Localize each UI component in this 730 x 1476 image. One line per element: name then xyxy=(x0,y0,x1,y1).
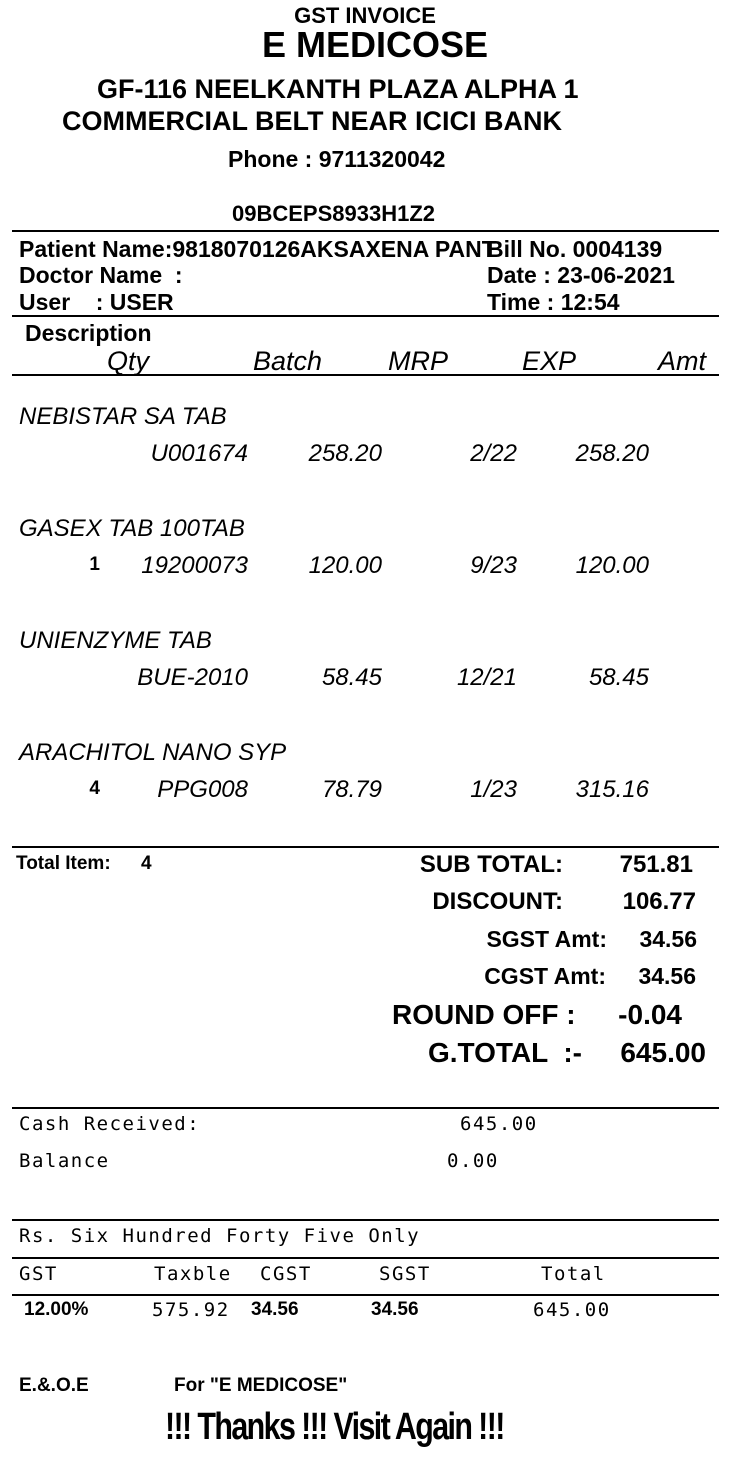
item-name: UNIENZYME TAB xyxy=(19,627,212,654)
item-batch: PPG008 xyxy=(157,776,248,803)
item-mrp: 120.00 xyxy=(308,552,382,579)
discount-value: 106.77 xyxy=(622,888,696,915)
column-qty: Qty xyxy=(107,346,150,376)
divider xyxy=(12,846,719,848)
round-off-value: -0.04 xyxy=(618,999,682,1030)
divider xyxy=(12,1107,719,1109)
divider xyxy=(12,1219,719,1221)
total-item-label: Total Item: xyxy=(16,853,111,874)
item-name: GASEX TAB 100TAB xyxy=(19,515,245,542)
cash-received-value: 645.00 xyxy=(460,1113,538,1135)
item-batch: 19200073 xyxy=(141,552,248,579)
gst-total-value: 645.00 xyxy=(533,1299,611,1321)
item-exp: 9/23 xyxy=(470,552,517,579)
item-name: NEBISTAR SA TAB xyxy=(19,403,227,430)
amount-in-words: Rs. Six Hundred Forty Five Only xyxy=(19,1225,421,1247)
item-amount: 58.45 xyxy=(588,664,649,691)
sgst-value: 34.56 xyxy=(639,926,697,952)
item-amount: 315.16 xyxy=(575,776,649,803)
gst-header-total: Total xyxy=(541,1263,606,1285)
shop-name: E MEDICOSE xyxy=(261,24,489,65)
balance-label: Balance xyxy=(19,1150,110,1172)
gst-header-cgst: CGST xyxy=(260,1263,312,1285)
divider xyxy=(12,1257,719,1259)
item-mrp: 58.45 xyxy=(321,664,382,691)
column-amt: Amt xyxy=(658,346,707,376)
thanks-message: !!! Thanks !!! Visit Again !!! xyxy=(165,1406,504,1448)
column-exp: EXP xyxy=(522,346,577,376)
gst-cgst-value: 34.56 xyxy=(251,1299,299,1320)
round-off-label: ROUND OFF : xyxy=(392,999,576,1030)
item-exp: 2/22 xyxy=(470,440,517,467)
item-qty: 1 xyxy=(89,554,100,575)
divider xyxy=(12,1294,719,1296)
total-item-value: 4 xyxy=(141,853,152,874)
address-line-2: COMMERCIAL BELT NEAR ICICI BANK xyxy=(62,106,562,136)
shop-phone: Phone : 9711320042 xyxy=(228,146,446,172)
column-description: Description xyxy=(25,320,152,346)
grand-total-value: 645.00 xyxy=(620,1037,706,1068)
discount-label: DISCOUNT: xyxy=(432,888,563,915)
shop-gstin: 09BCEPS8933H1Z2 xyxy=(232,201,436,226)
item-mrp: 258.20 xyxy=(308,440,382,467)
column-batch: Batch xyxy=(253,346,323,376)
for-shop: For "E MEDICOSE" xyxy=(174,1375,348,1396)
gst-header-gst: GST xyxy=(19,1263,58,1285)
item-amount: 120.00 xyxy=(575,552,649,579)
divider xyxy=(12,230,719,232)
gst-header-taxable: Taxble xyxy=(154,1263,232,1285)
bill-time: Time : 12:54 xyxy=(487,289,620,315)
item-batch: BUE-2010 xyxy=(137,664,248,691)
divider xyxy=(12,374,719,376)
item-exp: 12/21 xyxy=(456,664,517,691)
user-name: User : USER xyxy=(19,289,174,315)
gst-taxable-value: 575.92 xyxy=(152,1299,230,1321)
column-mrp: MRP xyxy=(388,346,448,376)
sub-total-label: SUB TOTAL: xyxy=(419,851,563,878)
divider xyxy=(12,315,719,317)
item-qty: 4 xyxy=(89,778,100,799)
patient-name: Patient Name:9818070126AKSAXENA PANT xyxy=(19,236,496,262)
item-amount: 258.20 xyxy=(575,440,649,467)
balance-value: 0.00 xyxy=(447,1150,499,1172)
invoice-type: GST INVOICE xyxy=(294,3,436,28)
sub-total-value: 751.81 xyxy=(619,851,693,878)
item-batch: U001674 xyxy=(150,440,248,467)
bill-date: Date : 23-06-2021 xyxy=(487,262,675,288)
cgst-value: 34.56 xyxy=(638,963,696,989)
cash-received-label: Cash Received: xyxy=(19,1113,201,1135)
cgst-label: CGST Amt: xyxy=(484,963,606,989)
doctor-name: Doctor Name : xyxy=(19,262,183,288)
eoe-note: E.&.O.E xyxy=(19,1375,89,1396)
grand-total-label: G.TOTAL :- xyxy=(428,1037,582,1068)
address-line-1: GF-116 NEELKANTH PLAZA ALPHA 1 xyxy=(97,74,579,104)
item-name: ARACHITOL NANO SYP xyxy=(19,739,287,766)
gst-rate: 12.00% xyxy=(24,1299,89,1320)
bill-number: Bill No. 0004139 xyxy=(487,236,663,262)
item-exp: 1/23 xyxy=(470,776,517,803)
item-mrp: 78.79 xyxy=(321,776,382,803)
sgst-label: SGST Amt: xyxy=(486,926,607,952)
gst-header-sgst: SGST xyxy=(379,1263,431,1285)
gst-sgst-value: 34.56 xyxy=(371,1299,419,1320)
